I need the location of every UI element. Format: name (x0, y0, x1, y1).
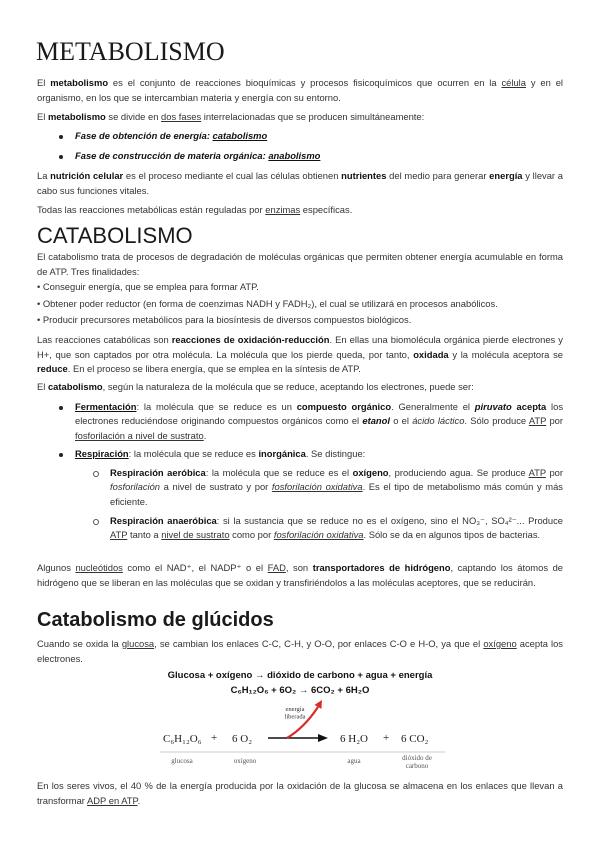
term-atp: ATP (528, 467, 546, 478)
text-run: acepta los electrones. (37, 638, 563, 664)
term-acido-lactico: ácido láctico (412, 415, 465, 427)
term-glucosa: glucosa (121, 638, 155, 649)
text-run: . (137, 794, 141, 806)
diagram-glucose-label: glucosa (171, 757, 193, 765)
term-nivel-de-sustrato: nivel de sustrato (161, 529, 230, 541)
text-run: Cuando se oxida la (37, 638, 122, 649)
text-run: y en el organismo, en los que se intercambian materia y energía con su entorno. (37, 77, 563, 103)
term-atp: ATP (110, 529, 128, 541)
term-fosforilacion: fosforilación (110, 481, 161, 493)
term-oxigeno: oxígeno (352, 467, 389, 478)
catabolism-types-paragraph (37, 380, 563, 395)
text-run: . Generalmente el (391, 401, 475, 412)
enzymes-paragraph (37, 203, 563, 218)
text-run: . En el proceso se libera energía, que se emplea en la síntesis de ATP. (67, 363, 361, 374)
metabolism-division-paragraph (37, 110, 563, 125)
term-celula: célula (501, 77, 526, 88)
term-fosforilacion-sustrato: fosforilación a nivel de sustrato (75, 429, 204, 441)
sub-bullet-marker (93, 471, 99, 477)
phase-label: Fase de construcción de materia orgánica (75, 150, 263, 161)
term-nutricion-celular: nutrición celular (50, 170, 124, 181)
term-piruvato: piruvato (474, 401, 512, 412)
text-run: , se cambian los enlaces C-C, C-H, y O-O, por enlaces C-O e H-O, ya que el (154, 638, 484, 649)
aerobic-respiration-item (110, 466, 563, 509)
catabolism-heading: CATABOLISMO (37, 223, 193, 248)
text-run: : la molécula que se reduce es (128, 448, 259, 459)
catabolism-definition-paragraph: El catabolismo trata de procesos de degradación de moléculas orgánicas que permiten obtener energía acumulable en forma de ATP. Tres finalidades: (37, 251, 563, 277)
text-run: : la molécula que se reduce es el (205, 467, 353, 478)
text-run: del medio para generar (386, 170, 490, 181)
term-compuesto-organico: compuesto orgánico (296, 401, 392, 412)
term-etanol: etanol (362, 415, 390, 427)
text-run: Algunos (37, 562, 76, 573)
diagram-co2-label-line2: carbono (405, 762, 429, 770)
text-run: , según la naturaleza de la molécula que se reduce, aceptando los electrones, puede ser: (102, 381, 474, 392)
text-run: los electrones reduciéndose originando compuestos orgánicos como el (75, 401, 564, 427)
text-run: , captando los átomos de hidrógeno que se liberan en las moléculas que se oxidan y transfiriéndolos a las moléculas aceptores, que se reducirán. (37, 562, 563, 588)
term-nucleotidos: nucleótidos (75, 562, 123, 573)
bullet-marker (59, 155, 63, 159)
text-run: Todas las reacciones metabólicas están reguladas por (37, 204, 266, 215)
text-run: El (37, 77, 51, 88)
hydrogen-carriers-paragraph (37, 561, 563, 590)
diagram-plus-sign: + (383, 732, 390, 744)
term-fosforilacion-oxidativa: fosforilación oxidativa (273, 529, 364, 541)
diagram-co2-formula: 6 CO₂ (401, 733, 429, 745)
term-respiracion-anaerobica: Respiración anaeróbica (110, 515, 217, 526)
text-run: . En ellas una biomolécula orgánica pierde electrones y H+, que son captados por otra molécula. La molécula que los pierde queda, por tanto, (37, 334, 563, 360)
term-dos-fases: dos fases (161, 111, 202, 122)
anaerobic-respiration-item (110, 514, 563, 543)
term-inorganica: inorgánica (258, 448, 306, 459)
phase-separator: : (262, 150, 269, 161)
diagram-energy-label-line1: energía (285, 706, 305, 713)
diagram-oxygen-label: oxígeno (233, 757, 257, 765)
word-equation: Glucosa + oxígeno → dióxido de carbono + agua + energía (167, 670, 433, 681)
text-run: El (37, 381, 48, 392)
text-run: Las reacciones catabólicas son (37, 334, 172, 345)
text-run: interrelacionadas que se producen simultáneamente: (201, 111, 425, 122)
diagram-energy-label-line2: liberada (284, 713, 306, 721)
text-run: El (37, 111, 48, 122)
glucose-oxidation-paragraph (37, 637, 563, 666)
glucose-oxidation-diagram (0, 698, 600, 776)
text-run: , produciendo agua. Se produce (388, 467, 529, 478)
diagram-water-label: agua (347, 757, 361, 765)
text-run: , son (285, 562, 313, 573)
term-oxigeno: oxígeno (483, 638, 517, 649)
text-run: . Es el tipo de metabolismo más común y más eficiente. (110, 481, 563, 507)
bullet-marker (59, 135, 63, 139)
text-run: por (545, 467, 563, 478)
text-run: por (546, 415, 564, 427)
term-respiracion-aerobica: Respiración aeróbica (110, 467, 206, 478)
term-fad: FAD (267, 562, 286, 573)
term-respiracion: Respiración (75, 448, 129, 459)
term-oxidada: oxidada (413, 348, 449, 360)
text-run: es el conjunto de reacciones bioquímicas y procesos fisicoquímicos que ocurren en la (108, 77, 502, 88)
redox-paragraph (37, 333, 563, 377)
text-run: tanto a (127, 529, 162, 541)
term-metabolismo: metabolismo (50, 77, 109, 88)
term-fosforilacion-oxidativa: fosforilación oxidativa (271, 481, 363, 493)
purpose-item: • Conseguir energía, que se emplea para formar ATP. (37, 281, 259, 292)
text-run: La (37, 170, 51, 181)
text-run: : la molécula que se reduce es un (136, 401, 297, 412)
text-run: . Sólo produce (464, 415, 529, 427)
term-anabolismo: anabolismo (268, 150, 321, 161)
text-run: y llevar a cabo sus funciones vitales. (37, 170, 563, 196)
purpose-item: • Producir precursores metabólicos para la biosíntesis de diversos compuestos biológicos. (37, 314, 412, 325)
diagram-plus-sign: + (211, 732, 218, 744)
diagram-water-formula: 6 H₂O (340, 733, 368, 745)
term-acepta: acepta (511, 401, 547, 412)
purpose-item: • Obtener poder reductor (en forma de coenzimas NADH y FADH₂), el cual se utilizará en procesos anabólicos. (37, 298, 498, 309)
text-run: En los seres vivos, el 40 % de la energía producida por la oxidación de la glucosa se almacena en los enlaces que llevan a transformar (37, 780, 563, 806)
phase-item-catabolism (75, 129, 563, 143)
term-atp: ATP (528, 415, 547, 427)
metabolism-definition-paragraph (37, 76, 563, 105)
bullet-marker (59, 453, 63, 457)
glucid-catabolism-heading: Catabolismo de glúcidos (37, 609, 274, 631)
diagram-co2-label-line1: dióxido de (402, 754, 432, 762)
term-nutrientes: nutrientes (341, 170, 387, 181)
sub-bullet-marker (93, 519, 99, 525)
respiration-item (75, 447, 563, 461)
text-run: . (203, 429, 207, 441)
text-run: . Se distingue: (305, 448, 366, 459)
term-adp-en-atp: ADP en ATP (87, 794, 138, 806)
text-run: como el NAD⁺, el NADP⁺ o el (122, 562, 268, 573)
phase-separator: : (206, 130, 213, 141)
bullet-marker (59, 406, 63, 410)
phase-item-anabolism (75, 149, 563, 163)
term-fermentacion: Fermentación (75, 401, 137, 412)
text-run: : si la sustancia que se reduce no es el oxígeno, sino el NO₃⁻, SO₄²⁻... Produce (216, 515, 563, 526)
term-energia: energía (489, 170, 523, 181)
term-enzimas: enzimas (265, 204, 301, 215)
diagram-oxygen-formula: 6 O₂ (232, 733, 253, 745)
formula-equation: C₆H₁₂O₆ + 6O₂ → 6CO₂ + 6H₂O (230, 685, 370, 696)
term-catabolismo: catabolismo (47, 381, 103, 392)
text-run: específicas. (300, 204, 353, 215)
term-metabolismo: metabolismo (47, 111, 106, 122)
reaction-arrow-head (318, 734, 328, 742)
atp-storage-paragraph (37, 779, 563, 808)
term-reduce: reduce (37, 363, 68, 374)
phase-label: Fase de obtención de energía (75, 130, 207, 141)
nutrition-paragraph (37, 169, 563, 198)
diagram-glucose-formula: C₆H₁₂O₆ (163, 733, 202, 745)
term-catabolismo: catabolismo (212, 130, 268, 141)
text-run: y la molécula aceptora se (448, 348, 563, 360)
term-transportadores-hidrogeno: transportadores de hidrógeno (312, 562, 451, 573)
text-run: como por (229, 529, 274, 541)
page-title: METABOLISMO (36, 37, 225, 66)
text-run: o el (389, 415, 413, 427)
fermentation-item (75, 400, 563, 443)
text-run: se divide en (105, 111, 162, 122)
term-oxidacion-reduccion: reacciones de oxidación-reducción (171, 334, 330, 345)
text-run: . Sólo se da en algunos tipos de bacterias. (363, 529, 541, 541)
text-run: es el proceso mediante el cual las células obtienen (123, 170, 342, 181)
text-run: a nivel de sustrato y por (160, 481, 272, 493)
